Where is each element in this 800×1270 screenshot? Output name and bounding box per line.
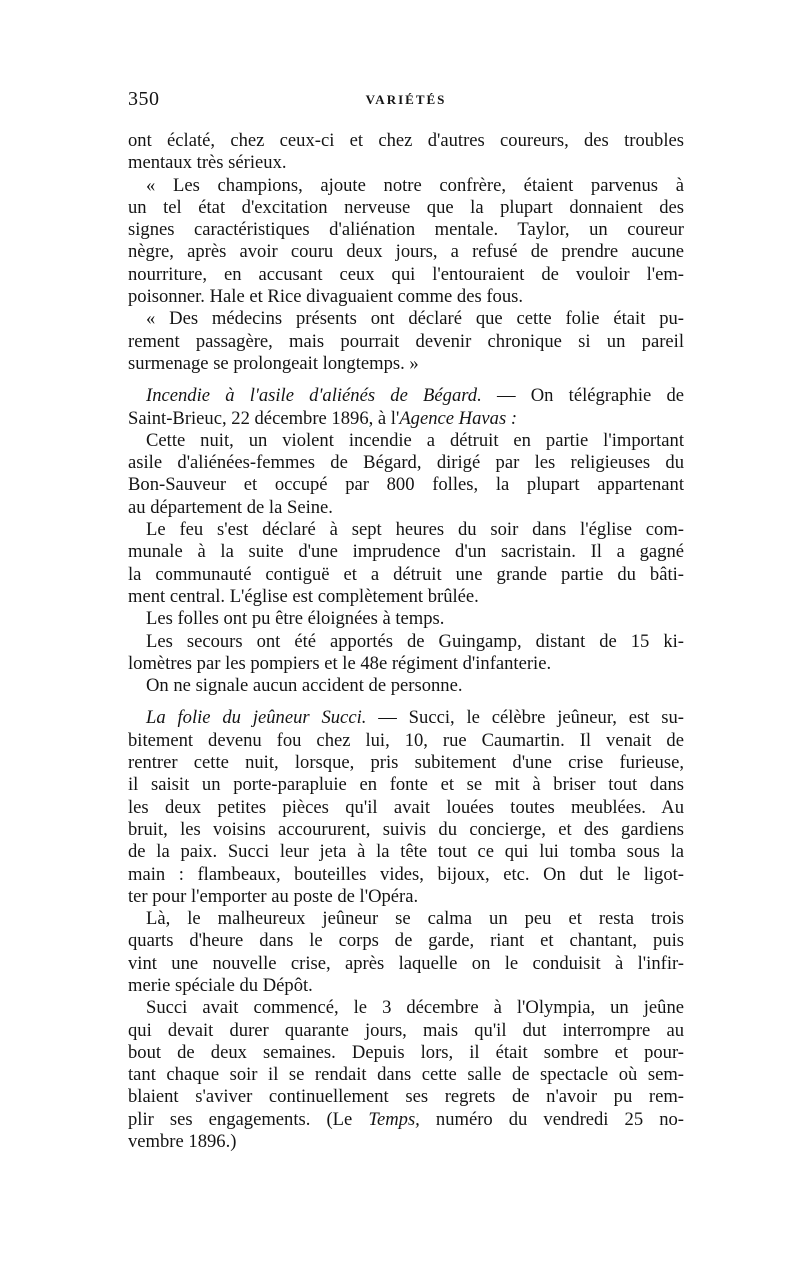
line-text: tant chaque soir il se rendait dans cette salle de spectacle où sem- — [128, 1064, 684, 1086]
line-text: mentaux très sérieux. — [128, 152, 287, 174]
text-line — [128, 385, 684, 407]
line-text: Succi avait commencé, le 3 décembre à l'Olympia, un jeûne — [146, 997, 684, 1019]
text-line — [128, 308, 684, 330]
text-line — [128, 452, 684, 474]
line-text: signes caractéristiques d'aliénation mentale. Taylor, un coureur — [128, 219, 684, 241]
line-text: nourriture, en accusant ceux qui l'entouraient de vouloir l'em- — [128, 263, 684, 285]
paragraph-gap — [128, 375, 684, 385]
text-line — [128, 1042, 684, 1064]
text-line — [128, 152, 684, 174]
text-line — [128, 730, 684, 752]
text-line — [128, 1020, 684, 1042]
line-text: Bon-Sauveur et occupé par 800 folles, la plupart appartenant — [128, 474, 684, 496]
text-line — [128, 908, 684, 930]
text-line — [128, 797, 684, 819]
text-line — [128, 930, 684, 952]
text-line — [128, 1064, 684, 1086]
line-text: numéro du vendredi 25 no- — [419, 1108, 684, 1130]
text-line — [128, 497, 684, 519]
text-line — [128, 286, 684, 308]
line-text: « Des médecins présents ont déclaré que cette folie était pu- — [146, 308, 684, 330]
line-text: bruit, les voisins accoururent, suivis du concierge, et des gardiens — [128, 818, 684, 840]
line-text: lomètres par les pompiers et le 48e régiment d'infanterie. — [128, 652, 552, 674]
line-text: « Les champions, ajoute notre confrère, étaient parvenus à — [146, 174, 684, 196]
line-text: Le feu s'est déclaré à sept heures du soir dans l'église com- — [146, 519, 684, 541]
text-line — [128, 631, 684, 653]
line-text: — Succi, le célèbre jeûneur, est su- — [366, 707, 684, 729]
line-text: qui devait durer quarante jours, mais qu'il dut interrompre au — [128, 1019, 684, 1041]
text-line — [128, 175, 684, 197]
text-line — [128, 1131, 684, 1153]
line-text: Cette nuit, un violent incendie a détruit en partie l'important — [146, 429, 684, 451]
text-line — [128, 886, 684, 908]
line-text: Saint-Brieuc, 22 décembre 1896, à l' — [128, 407, 400, 429]
line-text: Les secours ont été apportés de Guingamp, distant de 15 ki- — [146, 630, 684, 652]
text-line — [128, 541, 684, 563]
paragraph-gap — [128, 697, 684, 707]
line-text: vint une nouvelle crise, après laquelle on le conduisit à l'infir- — [128, 952, 684, 974]
text-line — [128, 474, 684, 496]
text-line — [128, 564, 684, 586]
text-line — [128, 975, 684, 997]
line-text: merie spéciale du Dépôt. — [128, 974, 313, 996]
line-text: — On télégraphie de — [481, 385, 684, 407]
text-line — [128, 241, 684, 263]
text-line — [128, 1109, 684, 1131]
line-text: ter pour l'emporter au poste de l'Opéra. — [128, 885, 419, 907]
line-text: munale à la suite d'une imprudence d'un sacristain. Il a gagné — [128, 541, 684, 563]
line-text: main : flambeaux, bouteilles vides, bijoux, etc. On dut le ligot- — [128, 863, 684, 885]
line-text: la communauté contiguë et a détruit une grande partie du bâti- — [128, 563, 684, 585]
text-line — [128, 519, 684, 541]
text-line — [128, 752, 684, 774]
text-line — [128, 1086, 684, 1108]
line-text: de la paix. Succi leur jeta à la tête tout ce qui lui tomba sous la — [128, 841, 684, 863]
line-text: rement passagère, mais pourrait devenir chronique si un pareil — [128, 330, 684, 352]
line-text: nègre, après avoir couru deux jours, a refusé de prendre aucune — [128, 241, 684, 263]
text-line — [128, 675, 684, 697]
text-line — [128, 997, 684, 1019]
line-text: blaient s'aviver continuellement ses regrets de n'avoir pu rem- — [128, 1086, 684, 1108]
text-line — [128, 353, 684, 375]
line-text: au département de la Seine. — [128, 496, 333, 518]
line-text: poisonner. Hale et Rice divaguaient comme des fous. — [128, 286, 524, 308]
line-text: quarts d'heure dans le corps de garde, riant et chantant, puis — [128, 930, 684, 952]
text-line — [128, 841, 684, 863]
line-text: il saisit un porte-parapluie en fonte et se mit à briser tout dans — [128, 774, 684, 796]
line-text: rentrer cette nuit, lorsque, pris subitement d'une crise furieuse, — [128, 752, 684, 774]
text-line — [128, 586, 684, 608]
line-text: ment central. L'église est complètement brûlée. — [128, 585, 479, 607]
text-line — [128, 819, 684, 841]
page-number: 350 — [128, 88, 160, 110]
page-header — [128, 88, 684, 118]
line-text: ont éclaté, chez ceux-ci et chez d'autres coureurs, des troubles — [128, 130, 684, 151]
text-line — [128, 331, 684, 353]
line-text: surmenage se prolongeait longtemps. » — [128, 352, 419, 374]
text-line — [128, 264, 684, 286]
text-line — [128, 608, 684, 630]
text-line — [128, 219, 684, 241]
text-line — [128, 953, 684, 975]
text-line — [128, 408, 684, 430]
text-line — [128, 653, 684, 675]
text-line — [128, 707, 684, 729]
line-text: vembre 1896.) — [128, 1131, 237, 1153]
italic-text: Agence Havas : — [399, 407, 518, 429]
line-text: Là, le malheureux jeûneur se calma un peu et resta trois — [146, 908, 684, 930]
text-line — [128, 774, 684, 796]
line-text: Les folles ont pu être éloignées à temps. — [146, 608, 445, 630]
line-text: On ne signale aucun accident de personne. — [146, 675, 463, 697]
line-text: un tel état d'excitation nerveuse que la plupart donnaient des — [128, 196, 684, 218]
body-text — [128, 130, 684, 1153]
line-text: les deux petites pièces qu'il avait louées toutes meublées. Au — [128, 796, 684, 818]
text-line — [128, 197, 684, 219]
text-line — [128, 864, 684, 886]
text-line — [128, 130, 684, 152]
line-text: bitement devenu fou chez lui, 10, rue Caumartin. Il venait de — [128, 729, 684, 751]
section-heading: La folie du jeûneur Succi. — [146, 707, 367, 729]
line-text: plir ses engagements. (Le — [128, 1108, 369, 1130]
line-text: bout de deux semaines. Depuis lors, il était sombre et pour- — [128, 1041, 684, 1063]
running-head: VARIÉTÉS — [365, 92, 447, 107]
section-heading: Incendie à l'asile d'aliénés de Bégard. — [146, 385, 482, 407]
line-text: asile d'aliénées-femmes de Bégard, dirigé par les religieuses du — [128, 452, 684, 474]
italic-text: Temps, — [368, 1108, 420, 1130]
text-line — [128, 430, 684, 452]
